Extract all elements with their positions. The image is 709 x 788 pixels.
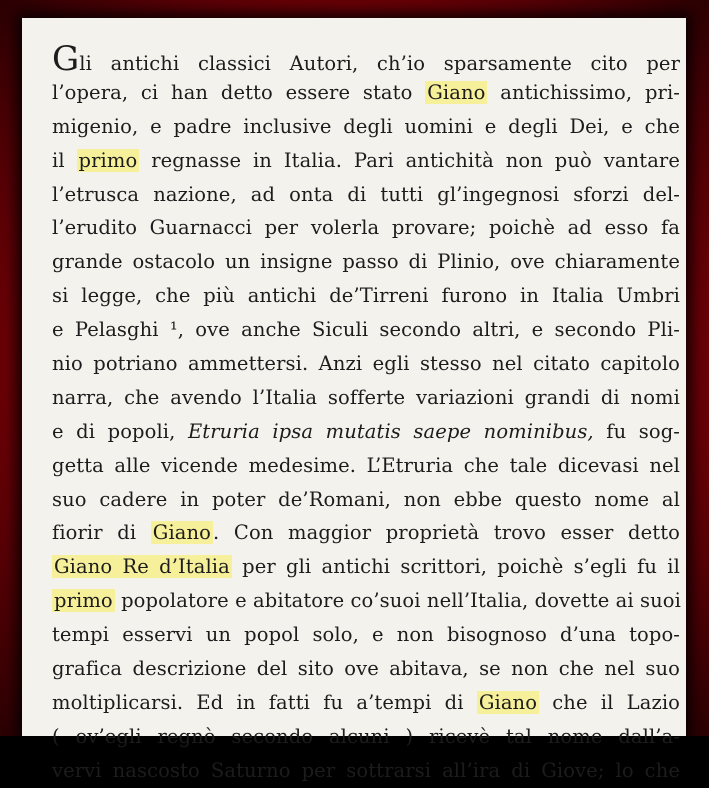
text-run: che il Lazio	[539, 690, 680, 714]
text-run: grande ostacolo un insigne passo di Plinio, ove chiaramente	[52, 250, 680, 274]
text-run: si legge, che più antichi de’Tirreni furono in Italia Umbri	[52, 284, 680, 308]
text-line	[52, 381, 680, 415]
book-page	[22, 18, 686, 782]
text-line	[52, 279, 680, 313]
highlighted-word: Giano Re d’Italia	[54, 555, 230, 579]
highlighted-word: primo	[78, 148, 138, 172]
text-run: ( ov’egli regnò secondo alcuni ) ricevè tal nome dall’a-	[52, 724, 680, 748]
text-run: il	[52, 148, 77, 172]
text-line	[52, 76, 680, 110]
text-line	[52, 686, 680, 720]
text-line	[52, 652, 680, 686]
text-run: per gli antichi scrittori, poichè s’egli fu il	[231, 555, 680, 579]
highlighted-word: Giano	[427, 80, 486, 104]
text-run: nio potriano ammettersi. Anzi egli stesso nel citato capitolo	[52, 352, 680, 376]
text-run: migenio, e padre inclusive degli uomini e degli Dei, e che	[52, 114, 680, 138]
text-line	[52, 720, 680, 754]
highlighted-word: Giano	[478, 690, 538, 714]
text-line	[52, 754, 680, 788]
text-run: li antichi classici Autori, ch’io sparsamente cito per	[79, 52, 680, 75]
text-run: l’etrusca nazione, ad onta di tutti gl’ingegnosi sforzi del-	[52, 182, 680, 206]
text-run: suo cadere in poter de’Romani, non ebbe questo nome al	[52, 487, 680, 511]
text-run: antichissimo, pri-	[487, 80, 680, 104]
text-line	[52, 550, 680, 584]
text-run: e di popoli,	[52, 419, 188, 443]
text-line	[52, 415, 680, 449]
text-run: vervi nascosto Saturno per sottrarsi all’ira di Giove; lo che	[52, 758, 680, 782]
text-run: regnasse in Italia. Pari antichità non può vantare	[139, 148, 680, 172]
text-run: fiorir di	[52, 521, 151, 545]
text-run: fu sog-	[593, 419, 680, 443]
body-text	[52, 39, 681, 788]
highlighted-word: primo	[54, 589, 113, 613]
text-run: tempi esservi un popol solo, e non bisognoso d’una topo-	[52, 623, 680, 647]
text-run: . Con maggior proprietà trovo esser detto	[213, 521, 680, 545]
highlighted-word: Giano	[152, 521, 212, 545]
text-run: popolatore e abitatore co’suoi nell’Italia, dovette ai suoi	[114, 589, 681, 613]
text-line	[52, 483, 680, 517]
text-line	[52, 245, 680, 279]
text-line	[52, 313, 680, 347]
text-run: l’opera, ci han detto essere stato	[52, 80, 426, 104]
text-run: moltiplicarsi. Ed in fatti fu a’tempi di	[52, 690, 477, 714]
text-line	[52, 618, 680, 652]
text-line	[52, 110, 680, 144]
text-run: l’erudito Guarnacci per volerla provare; poichè ad esso fa	[52, 216, 680, 240]
text-line	[52, 449, 680, 483]
text-run: grafica descrizione del sito ove abitava, se non che nel suo	[52, 657, 680, 681]
text-line	[52, 516, 680, 550]
text-line	[52, 144, 680, 178]
text-line	[52, 211, 680, 245]
italic-quote: Etruria ipsa mutatis saepe nominibus,	[187, 419, 594, 443]
text-line	[52, 178, 680, 212]
text-line	[52, 39, 680, 79]
text-run: getta alle vicende medesime. L’Etruria che tale dicevasi nel	[52, 453, 680, 477]
text-run: narra, che avendo l’Italia sofferte variazioni grandi di nomi	[52, 385, 680, 409]
text-run: e Pelasghi ¹, ove anche Siculi secondo altri, e secondo Pli-	[52, 318, 680, 342]
text-line	[52, 347, 680, 381]
text-line	[52, 584, 680, 618]
drop-cap: G	[52, 39, 80, 79]
